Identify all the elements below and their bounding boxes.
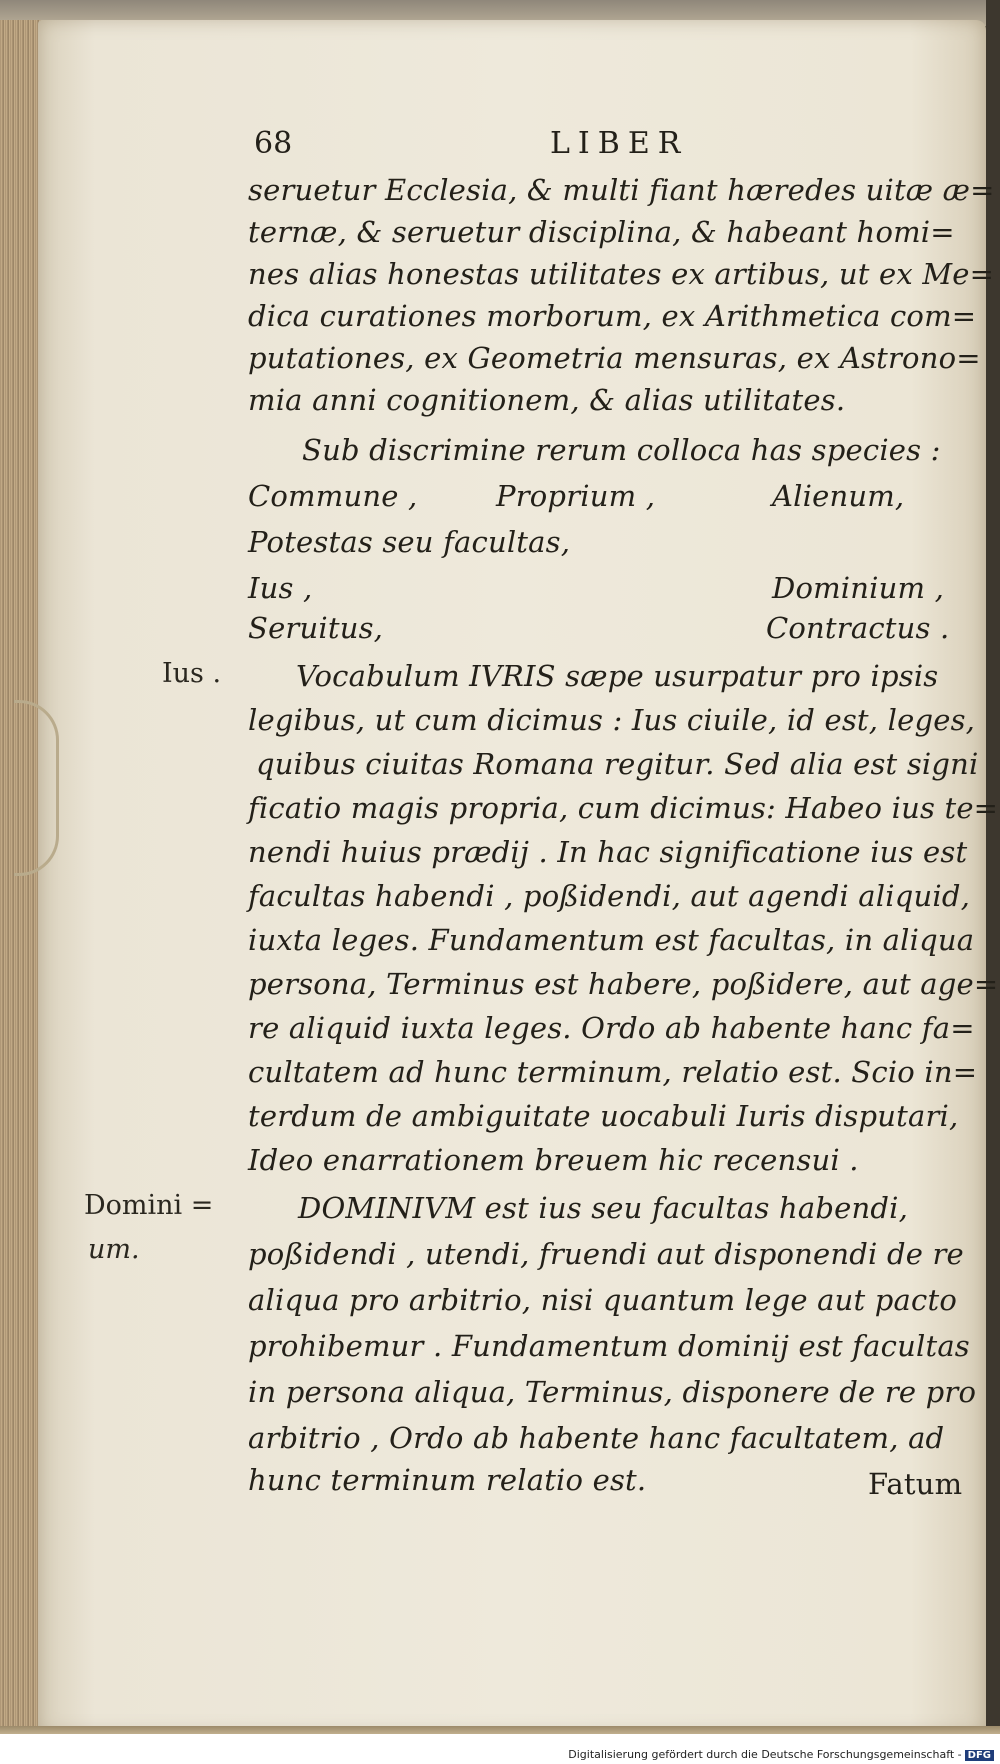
species-item: Potestas seu facultas, — [248, 525, 571, 559]
text-line: Vocabulum IVRIS sæpe usurpatur pro ipsis — [296, 659, 939, 693]
text-line: Ideo enarrationem breuem hic recensui . — [248, 1143, 859, 1177]
text-line: mia anni cognitionem, & alias utilitates. — [248, 383, 846, 417]
species-item: Seruitus, — [248, 611, 384, 645]
species-item: Proprium , — [496, 479, 656, 513]
species-item: Contractus . — [766, 611, 950, 645]
text-line: Sub discrimine rerum colloca has species : — [302, 433, 941, 467]
digitization-credit — [568, 1748, 994, 1761]
text-line: ternæ, & seruetur disciplina, & habeant homi= — [248, 215, 955, 249]
clasp-mark — [14, 700, 59, 876]
text-line: nendi huius prædij . In hac significatione ius est — [248, 835, 968, 869]
text-line: persona, Terminus est habere, poßidere, aut age= — [248, 967, 999, 1001]
species-item: Commune , — [248, 479, 418, 513]
text-line: hunc terminum relatio est. — [248, 1463, 647, 1497]
text-line: facultas habendi , poßidendi, aut agendi aliquid, — [248, 879, 970, 913]
text-line: dica curationes morborum, ex Arithmetica com= — [248, 299, 977, 333]
text-line: DOMINIVM est ius seu facultas habendi, — [298, 1191, 909, 1225]
text-line: aliqua pro arbitrio, nisi quantum lege aut pacto — [248, 1283, 957, 1317]
text-line: nes alias honestas utilitates ex artibus, ut ex Me= — [248, 257, 995, 291]
text-line: cultatem ad hunc terminum, relatio est. Scio in= — [248, 1055, 978, 1089]
page-number: 68 — [254, 126, 293, 161]
credit-text: Digitalisierung gefördert durch die Deutsche Forschungsgemeinschaft - — [568, 1748, 962, 1761]
running-title: LIBER — [550, 126, 689, 161]
margin-note-dominium: Domini = — [84, 1190, 214, 1221]
text-line: putationes, ex Geometria mensuras, ex Astrono= — [248, 341, 981, 375]
text-line: re aliquid iuxta leges. Ordo ab habente hanc fa= — [248, 1011, 975, 1045]
species-item: Dominium , — [772, 571, 945, 605]
species-item: Ius , — [248, 571, 313, 605]
text-line: prohibemur . Fundamentum dominij est facultas — [248, 1329, 970, 1363]
species-item: Alienum, — [772, 479, 905, 513]
text-line: poßidendi , utendi, fruendi aut disponendi de re — [248, 1237, 964, 1271]
text-line: ficatio magis propria, cum dicimus: Habeo ius te= — [248, 791, 999, 825]
dfg-logo: DFG — [965, 1750, 994, 1761]
text-line: arbitrio , Ordo ab habente hanc facultatem, ad — [248, 1421, 945, 1455]
text-line: seruetur Ecclesia, & multi fiant hæredes uitæ æ= — [248, 173, 995, 207]
text-line: quibus ciuitas Romana regitur. Sed alia est signi — [256, 747, 979, 781]
catchword: Fatum — [868, 1467, 963, 1501]
text-line: legibus, ut cum dicimus : Ius ciuile, id est, leges, — [248, 703, 976, 737]
text-line: iuxta leges. Fundamentum est facultas, in aliqua — [248, 923, 975, 957]
text-line: in persona aliqua, Terminus, disponere de re pro — [248, 1375, 977, 1409]
margin-note-ius: Ius . — [162, 658, 222, 689]
margin-note-dominium: um. — [88, 1234, 140, 1265]
text-line: terdum de ambiguitate uocabuli Iuris disputari, — [248, 1099, 959, 1133]
